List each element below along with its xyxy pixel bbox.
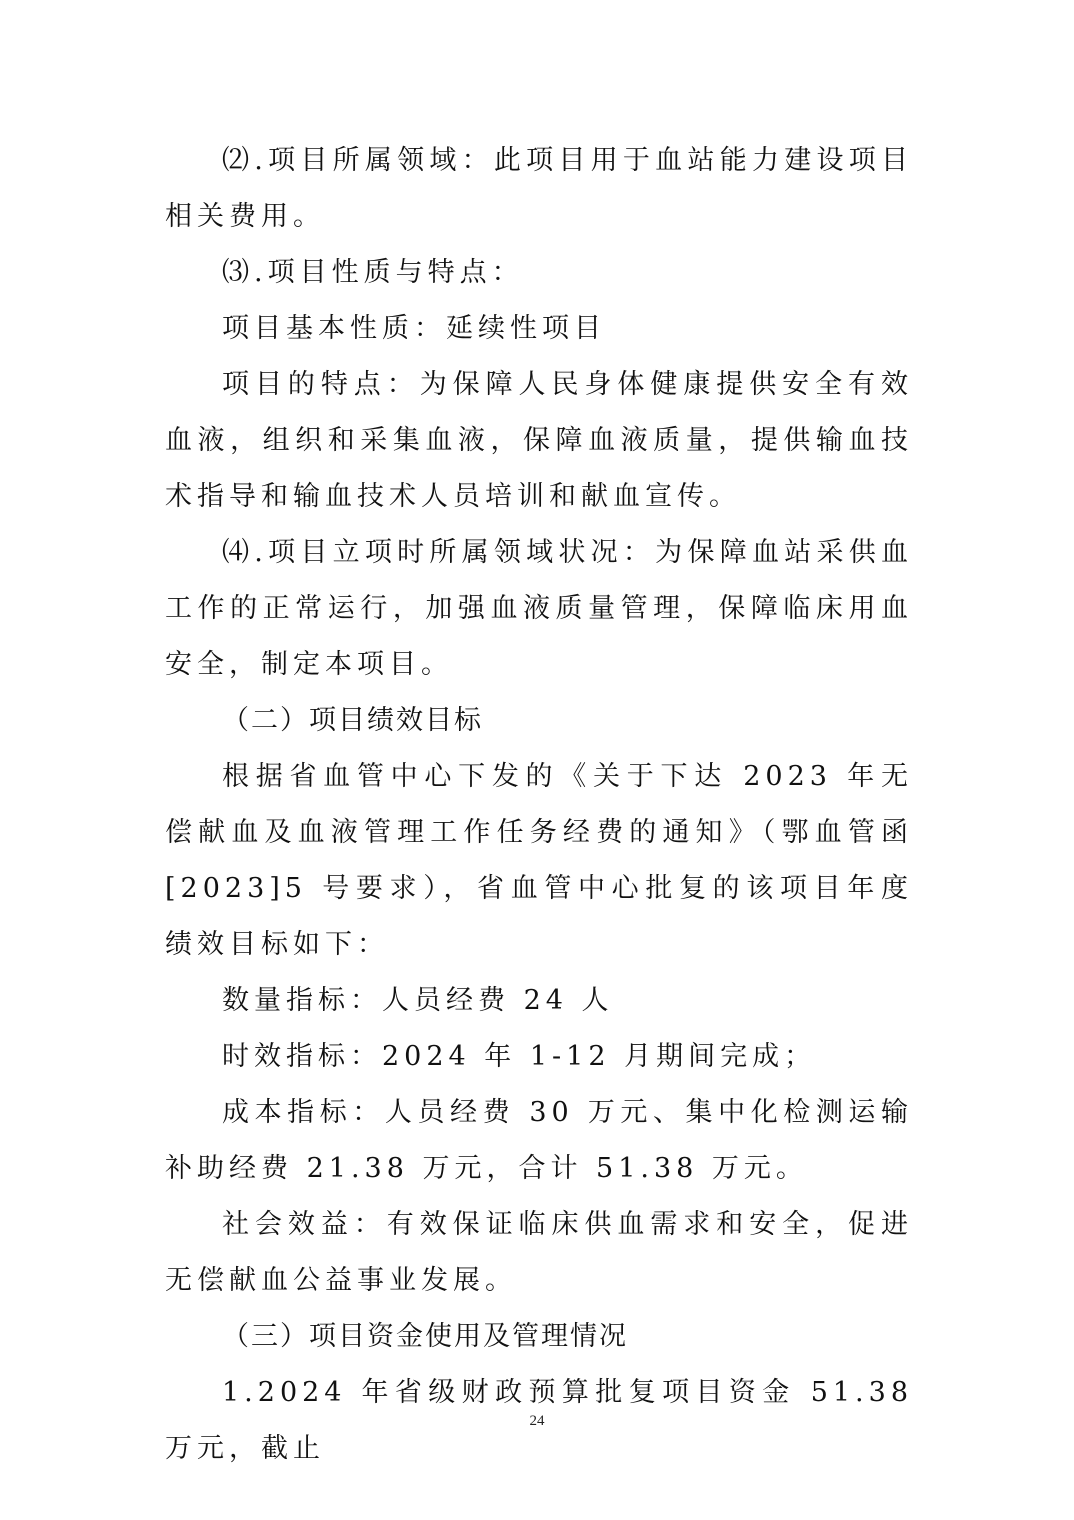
paragraph-fund-approval: 1.2024 年省级财政预算批复项目资金 51.38 万元，截止 [165, 1377, 913, 1464]
section-heading-performance-goals: （二）项目绩效目标 [222, 705, 483, 736]
paragraph-project-basic-nature: 项目基本性质：延续性项目 [222, 313, 606, 344]
paragraph-quantity-indicator: 数量指标：人员经费 24 人 [222, 985, 614, 1016]
section-heading-fund-usage: （三）项目资金使用及管理情况 [222, 1321, 628, 1352]
paragraph-goals-basis: 根据省血管中心下发的《关于下达 2023 年无偿献血及血液管理工作任务经费的通知》（鄂血管函[2023]5 号要求），省血管中心批复的该项目年度绩效目标如下： [165, 761, 913, 960]
paragraph-time-indicator: 时效指标：2024 年 1-12 月期间完成； [222, 1041, 817, 1072]
paragraph-cost-indicator: 成本指标：人员经费 30 万元、集中化检测运输补助经费 21.38 万元，合计 51.38 万元。 [165, 1097, 913, 1184]
paragraph-project-domain: ⑵.项目所属领域：此项目用于血站能力建设项目相关费用。 [165, 145, 913, 232]
page-number: 24 [529, 1413, 545, 1429]
paragraph-project-features: 项目的特点：为保障人民身体健康提供安全有效血液，组织和采集血液，保障血液质量，提供输血技术指导和输血技术人员培训和献血宣传。 [165, 369, 913, 512]
paragraph-project-nature-heading: ⑶.项目性质与特点： [222, 257, 524, 288]
paragraph-project-status: ⑷.项目立项时所属领域状况：为保障血站采供血工作的正常运行，加强血液质量管理，保障临床用血安全，制定本项目。 [165, 537, 913, 680]
paragraph-social-benefit: 社会效益：有效保证临床供血需求和安全，促进无偿献血公益事业发展。 [165, 1209, 913, 1296]
page-body [165, 133, 913, 1477]
